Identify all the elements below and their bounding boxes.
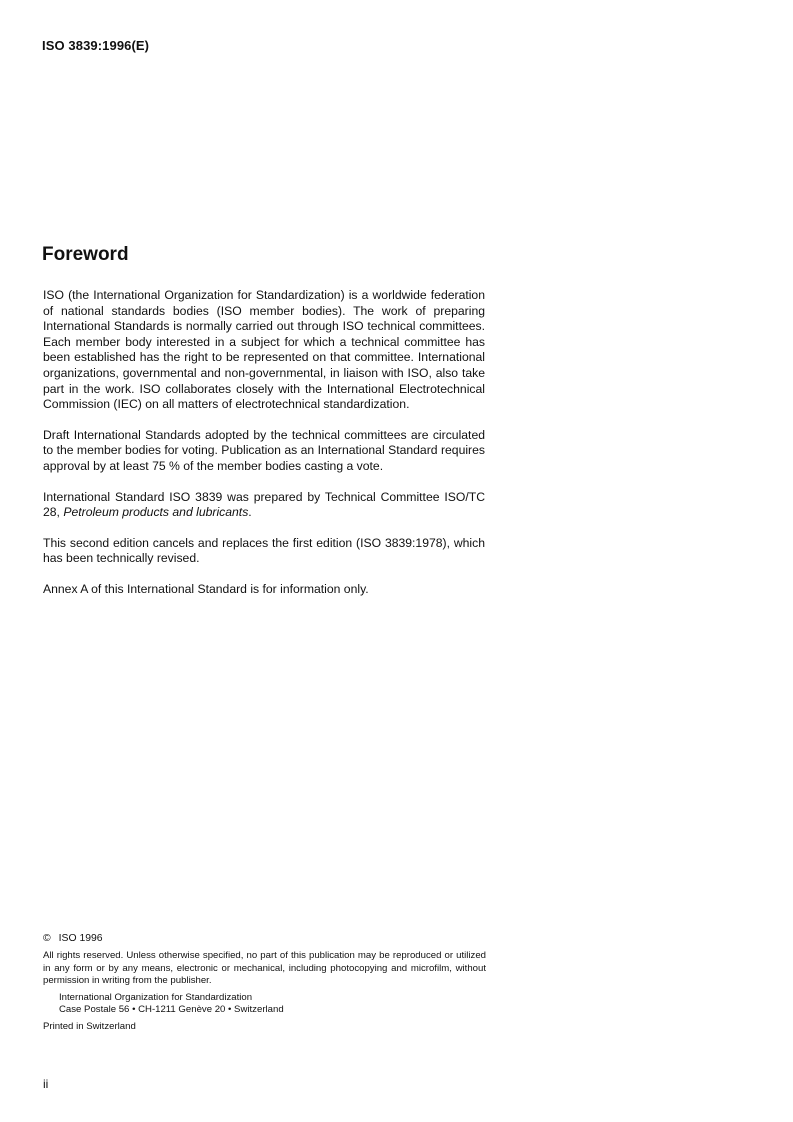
paragraph-iso-overview: ISO (the International Organization for Standardization) is a worldwide federation of national standards bodies (ISO member bodies). The work of preparing International Standards is normally carried out through ISO technical committees. Each member body interested in a subject for which a technical committee has been established has the right to be represented on that committee. International organizations, governmental and non-governmental, in liaison with ISO, also take part in the work. ISO collaborates closely with the International Electrotechnical Commission (IEC) on all matters of electrotechnical standardization. [43, 288, 485, 412]
copyright-block [43, 933, 486, 1034]
document-header: ISO 3839:1996(E) [42, 38, 150, 53]
publisher-location: Case Postale 56 • CH-1211 Genève 20 • Switzerland [59, 1004, 284, 1016]
paragraph-draft-standards: Draft International Standards adopted by the technical committees are circulated to the member bodies for voting. Publication as an International Standard requires approval by at least 75 % of the member bodies casting a vote. [43, 427, 485, 473]
printed-location: Printed in Switzerland [43, 1021, 136, 1033]
paragraph-annex: Annex A of this International Standard is for information only. [43, 581, 369, 596]
publisher-name: International Organization for Standardization [59, 991, 253, 1003]
rights-statement: All rights reserved. Unless otherwise specified, no part of this publication may be reproduced or utilized in any form or by any means, electronic or mechanical, including photocopying and microfilm, without permission in writing from the publisher. [43, 950, 486, 987]
foreword-body [43, 288, 485, 613]
page-number: ii [43, 1077, 49, 1091]
page-title: Foreword [42, 244, 129, 265]
publisher-address [59, 992, 486, 1017]
paragraph-committee-prefix: International Standard ISO 3839 was prepared by Technical Committee ISO/TC 28, [43, 489, 485, 520]
copyright-icon: © [43, 933, 51, 944]
copyright-notice: ISO 1996 [58, 933, 103, 944]
paragraph-committee [43, 490, 485, 521]
copyright-line [43, 933, 486, 945]
paragraph-committee-suffix: . [248, 505, 252, 520]
committee-topic: Petroleum products and lubricants [63, 505, 249, 520]
paragraph-edition: This second edition cancels and replaces the first edition (ISO 3839:1978), which has been technically revised. [43, 535, 485, 566]
